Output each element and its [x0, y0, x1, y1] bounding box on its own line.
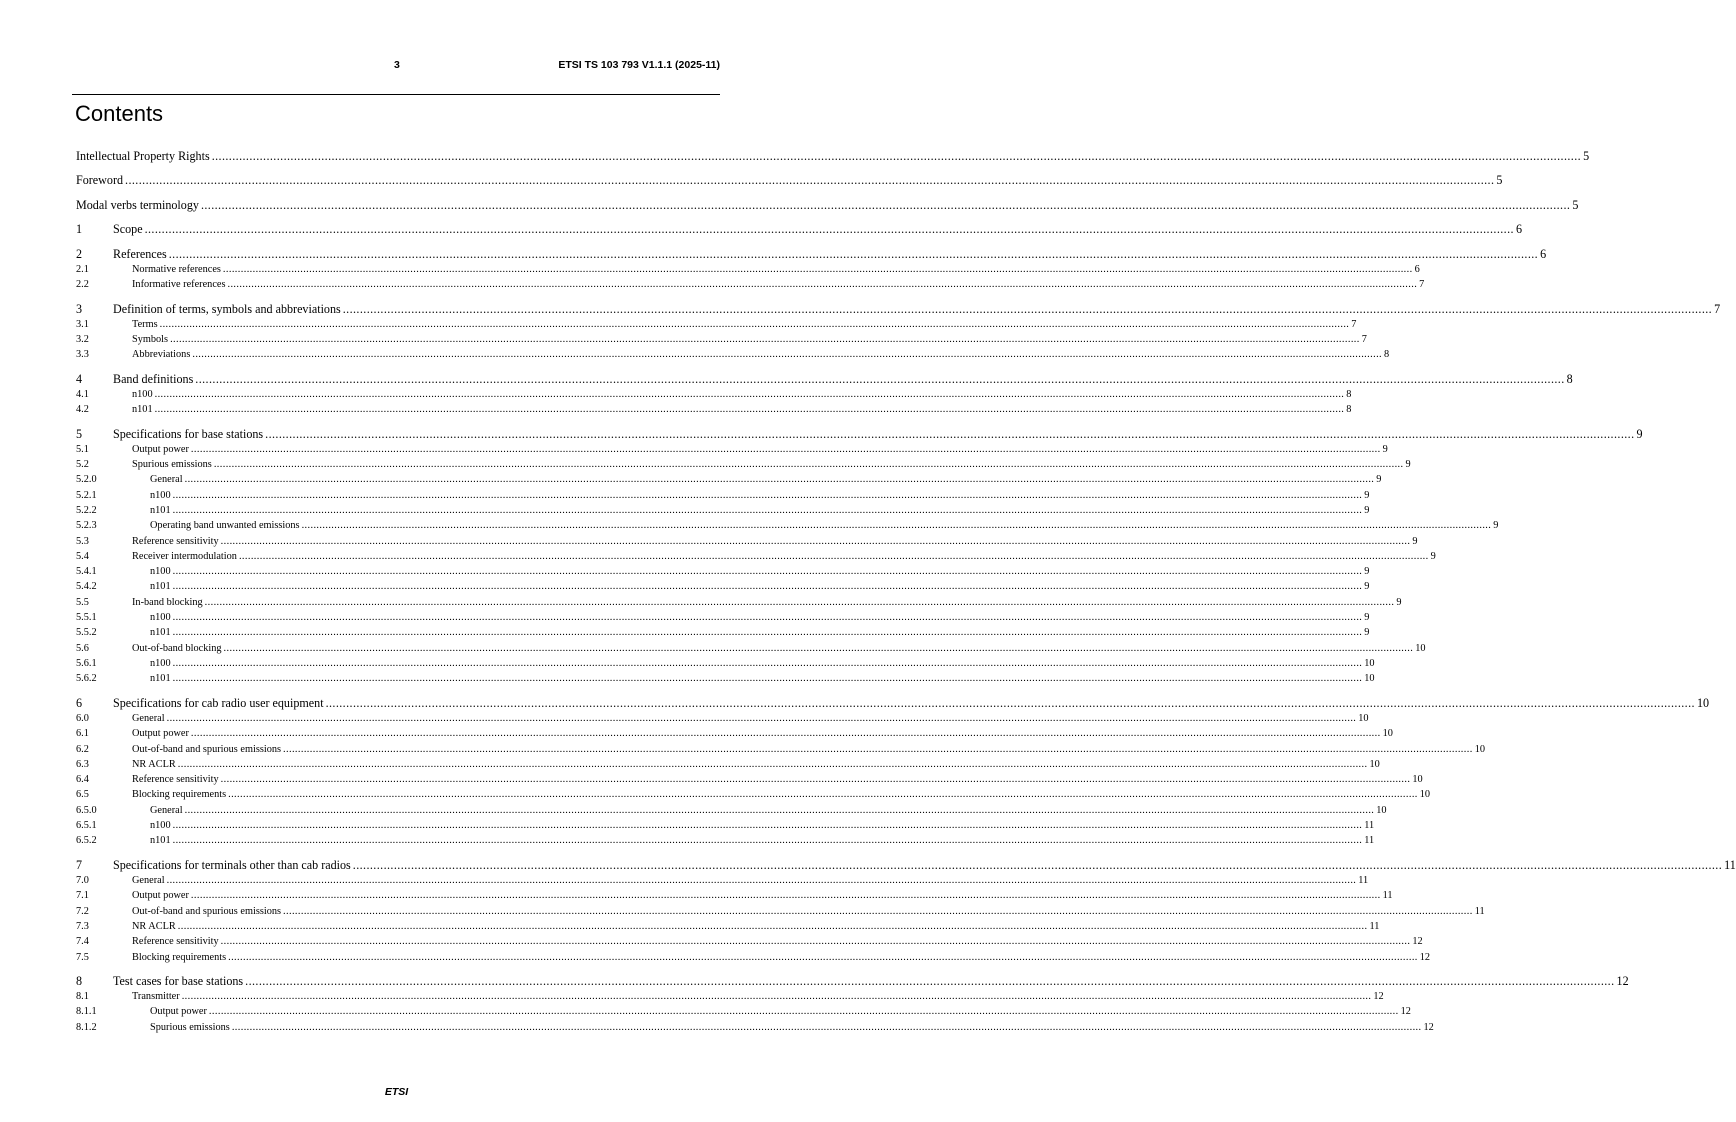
- toc-entry-title: Specifications for cab radio user equipment: [113, 695, 324, 710]
- toc-entry-page: 11: [1474, 904, 1485, 919]
- toc-entry[interactable]: [76, 301, 1721, 317]
- toc-entry[interactable]: [76, 457, 1411, 472]
- toc-dot-leader: ................................................................................................................................................................................................................................................................................................................................................................................................................: [223, 642, 1414, 654]
- toc-entry-number: 7.0: [76, 875, 89, 887]
- toc-entry-number: 7.4: [76, 936, 89, 948]
- toc-entry-number: 2.2: [76, 278, 89, 290]
- header-rule: [72, 94, 720, 95]
- toc-entry-number: 7: [76, 858, 83, 873]
- toc-entry-page: 9: [1395, 595, 1401, 610]
- toc-entry-number: 5.4.1: [76, 566, 97, 578]
- toc-dot-leader: ................................................................................................................................................................................................................................................................................................................................................................................................................: [228, 951, 1418, 963]
- toc-entry-number: 5.4.2: [76, 581, 97, 593]
- toc-entry-title: n100: [132, 387, 154, 402]
- toc-entry-title: Abbreviations: [132, 347, 191, 362]
- toc-entry[interactable]: [76, 656, 1375, 671]
- toc-entry-page: 10: [1411, 772, 1422, 787]
- toc-entry-title: Reference sensitivity: [132, 772, 220, 787]
- toc-dot-leader: ................................................................................................................................................................................................................................................................................................................................................................................................................: [144, 222, 1514, 237]
- toc-dot-leader: ................................................................................................................................................................................................................................................................................................................................................................................................................: [125, 173, 1495, 188]
- toc-dot-leader: ................................................................................................................................................................................................................................................................................................................................................................................................................: [211, 149, 1582, 163]
- toc-entry-page: 7: [1361, 332, 1367, 347]
- toc-entry[interactable]: [76, 625, 1370, 640]
- toc-entry[interactable]: [76, 934, 1423, 949]
- toc-dot-leader: ................................................................................................................................................................................................................................................................................................................................................................................................................: [172, 489, 1363, 501]
- toc-entry-title: References: [113, 246, 167, 261]
- toc-dot-leader: ................................................................................................................................................................................................................................................................................................................................................................................................................: [283, 743, 1473, 755]
- toc-entry[interactable]: [76, 610, 1370, 625]
- toc-entry[interactable]: [76, 671, 1375, 686]
- toc-entry-number: 5.6.2: [76, 673, 97, 685]
- toc-entry-number: 4.2: [76, 404, 89, 416]
- toc-entry[interactable]: [76, 818, 1375, 833]
- toc-entry-title: Receiver intermodulation: [132, 549, 238, 564]
- toc-entry-title: Output power: [132, 888, 190, 903]
- toc-entry-number: 3.1: [76, 318, 89, 330]
- toc-entry-title: Informative references: [132, 277, 226, 292]
- toc-dot-leader: ................................................................................................................................................................................................................................................................................................................................................................................................................: [184, 474, 1375, 486]
- toc-entry-number: 4: [76, 371, 83, 386]
- toc-entry-title: Modal verbs terminology: [76, 197, 199, 212]
- toc-dot-leader: ................................................................................................................................................................................................................................................................................................................................................................................................................: [159, 318, 1350, 330]
- toc-entry[interactable]: [76, 787, 1431, 802]
- toc-entry-title: Reference sensitivity: [132, 534, 220, 549]
- toc-entry-number: 3.3: [76, 349, 89, 361]
- toc-entry[interactable]: [76, 757, 1380, 772]
- toc-entry-title: Transmitter: [132, 989, 181, 1004]
- toc-entry-page: 10: [1419, 787, 1430, 802]
- toc-entry-number: 8.1.1: [76, 1006, 97, 1018]
- toc-entry-page: 12: [1616, 974, 1629, 989]
- toc-entry-page: 9: [1363, 503, 1369, 518]
- toc-entry-number: 8: [76, 974, 83, 989]
- toc-entry-title: Output power: [132, 442, 190, 457]
- toc-dot-leader: ................................................................................................................................................................................................................................................................................................................................................................................................................: [172, 566, 1363, 578]
- toc-dot-leader: ................................................................................................................................................................................................................................................................................................................................................................................................................: [181, 991, 1372, 1003]
- toc-entry-title: Output power: [150, 1004, 208, 1019]
- toc-entry-title: NR ACLR: [132, 919, 177, 934]
- toc-entry-number: 5.5.2: [76, 627, 97, 639]
- toc-entry-title: Spurious emissions: [150, 1020, 231, 1035]
- page-number: 3: [394, 59, 400, 71]
- toc-dot-leader: ................................................................................................................................................................................................................................................................................................................................................................................................................: [222, 263, 1413, 275]
- toc-entry-page: 12: [1372, 989, 1383, 1004]
- page-header: [76, 56, 720, 76]
- toc-dot-leader: ................................................................................................................................................................................................................................................................................................................................................................................................................: [208, 1006, 1399, 1018]
- toc-entry[interactable]: [76, 595, 1402, 610]
- toc-entry[interactable]: [76, 197, 1579, 213]
- toc-entry-page: 6: [1414, 262, 1420, 277]
- toc-dot-leader: ................................................................................................................................................................................................................................................................................................................................................................................................................: [190, 443, 1381, 455]
- toc-entry-number: 1: [76, 222, 83, 237]
- toc-dot-leader: ................................................................................................................................................................................................................................................................................................................................................................................................................: [166, 875, 1357, 887]
- toc-entry[interactable]: [76, 503, 1370, 518]
- toc-dot-leader: ................................................................................................................................................................................................................................................................................................................................................................................................................: [245, 974, 1615, 989]
- toc-entry-page: 11: [1363, 818, 1374, 833]
- toc-entry-number: 5.6: [76, 642, 89, 654]
- toc-entry-number: 5.5: [76, 596, 89, 608]
- toc-entry[interactable]: [76, 549, 1436, 564]
- toc-entry[interactable]: [76, 726, 1393, 741]
- toc-entry[interactable]: [76, 262, 1420, 277]
- toc-entry-page: 9: [1382, 442, 1388, 457]
- table-of-contents: [76, 148, 1736, 1035]
- toc-entry-number: 5.2.3: [76, 520, 97, 532]
- toc-entry-title: Intellectual Property Rights: [76, 149, 210, 163]
- toc-entry-title: Specifications for terminals other than cab radios: [113, 858, 351, 873]
- toc-entry[interactable]: [76, 989, 1384, 1004]
- toc-dot-leader: ................................................................................................................................................................................................................................................................................................................................................................................................................: [301, 520, 1492, 532]
- toc-entry[interactable]: [76, 772, 1423, 787]
- toc-entry-number: 6.3: [76, 758, 89, 770]
- toc-dot-leader: ................................................................................................................................................................................................................................................................................................................................................................................................................: [213, 459, 1404, 471]
- toc-entry-page: 11: [1368, 919, 1379, 934]
- toc-entry-page: 8: [1566, 371, 1573, 386]
- toc-entry-page: 9: [1363, 488, 1369, 503]
- toc-entry-page: 10: [1368, 757, 1379, 772]
- toc-dot-leader: ................................................................................................................................................................................................................................................................................................................................................................................................................: [195, 371, 1565, 386]
- toc-entry-number: 6.5.0: [76, 804, 97, 816]
- toc-entry-title: General: [132, 873, 166, 888]
- toc-entry-page: 7: [1350, 317, 1356, 332]
- toc-dot-leader: ................................................................................................................................................................................................................................................................................................................................................................................................................: [283, 905, 1473, 917]
- toc-dot-leader: ................................................................................................................................................................................................................................................................................................................................................................................................................: [220, 936, 1411, 948]
- toc-dot-leader: ................................................................................................................................................................................................................................................................................................................................................................................................................: [177, 920, 1368, 932]
- toc-entry-title: Specifications for base stations: [113, 426, 264, 441]
- toc-entry-page: 12: [1411, 934, 1422, 949]
- toc-entry-page: 9: [1363, 579, 1369, 594]
- toc-entry-number: 5.5.1: [76, 612, 97, 624]
- toc-entry-page: 11: [1724, 858, 1736, 873]
- toc-entry-page: 10: [1375, 803, 1386, 818]
- toc-entry[interactable]: [76, 888, 1393, 903]
- toc-entry-page: 10: [1382, 726, 1393, 741]
- toc-dot-leader: ................................................................................................................................................................................................................................................................................................................................................................................................................: [172, 581, 1363, 593]
- toc-entry-number: 5.3: [76, 535, 89, 547]
- toc-entry[interactable]: [76, 518, 1499, 533]
- toc-entry-page: 9: [1375, 472, 1381, 487]
- toc-dot-leader: ................................................................................................................................................................................................................................................................................................................................................................................................................: [172, 673, 1363, 685]
- toc-entry-title: Blocking requirements: [132, 787, 227, 802]
- toc-dot-leader: ................................................................................................................................................................................................................................................................................................................................................................................................................: [172, 612, 1363, 624]
- toc-entry-title: n100: [150, 818, 172, 833]
- page-title: Contents: [75, 101, 164, 126]
- toc-entry[interactable]: [76, 534, 1418, 549]
- toc-entry[interactable]: [76, 919, 1380, 934]
- toc-entry-title: n101: [150, 625, 172, 640]
- toc-entry-number: 6.0: [76, 712, 89, 724]
- toc-entry[interactable]: [76, 347, 1390, 362]
- toc-entry-title: Normative references: [132, 262, 222, 277]
- toc-entry-number: 7.1: [76, 890, 89, 902]
- toc-entry-page: 10: [1474, 742, 1485, 757]
- toc-entry-title: Definition of terms, symbols and abbreviations: [113, 301, 341, 316]
- toc-entry-title: Out-of-band blocking: [132, 641, 223, 656]
- document-id: ETSI TS 103 793 V1.1.1 (2025-11): [558, 59, 720, 71]
- toc-dot-leader: ................................................................................................................................................................................................................................................................................................................................................................................................................: [154, 388, 1345, 400]
- toc-entry-page: 11: [1382, 888, 1393, 903]
- toc-entry-page: 9: [1411, 534, 1417, 549]
- toc-dot-leader: ................................................................................................................................................................................................................................................................................................................................................................................................................: [190, 890, 1381, 902]
- toc-entry[interactable]: [76, 564, 1370, 579]
- toc-entry-title: General: [150, 472, 184, 487]
- toc-entry[interactable]: [76, 317, 1357, 332]
- toc-entry-title: General: [150, 803, 184, 818]
- toc-entry[interactable]: [76, 711, 1369, 726]
- toc-entry[interactable]: [76, 426, 1643, 442]
- toc-entry-number: 3: [76, 301, 83, 316]
- toc-entry-title: Blocking requirements: [132, 950, 227, 965]
- toc-dot-leader: ................................................................................................................................................................................................................................................................................................................................................................................................................: [154, 404, 1345, 416]
- toc-entry-number: 6.1: [76, 728, 89, 740]
- toc-dot-leader: ................................................................................................................................................................................................................................................................................................................................................................................................................: [227, 278, 1418, 290]
- toc-dot-leader: ................................................................................................................................................................................................................................................................................................................................................................................................................: [168, 246, 1539, 261]
- toc-dot-leader: ................................................................................................................................................................................................................................................................................................................................................................................................................: [325, 695, 1695, 710]
- toc-dot-leader: ................................................................................................................................................................................................................................................................................................................................................................................................................: [184, 804, 1375, 816]
- toc-entry[interactable]: [76, 148, 1590, 164]
- toc-entry-title: Spurious emissions: [132, 457, 213, 472]
- toc-entry[interactable]: [76, 695, 1710, 711]
- toc-entry-number: 4.1: [76, 388, 89, 400]
- toc-entry-title: n100: [150, 488, 172, 503]
- toc-entry-page: 12: [1400, 1004, 1411, 1019]
- toc-dot-leader: ................................................................................................................................................................................................................................................................................................................................................................................................................: [177, 758, 1368, 770]
- toc-dot-leader: ................................................................................................................................................................................................................................................................................................................................................................................................................: [342, 301, 1713, 316]
- toc-dot-leader: ................................................................................................................................................................................................................................................................................................................................................................................................................: [166, 712, 1357, 724]
- toc-entry[interactable]: [76, 1020, 1434, 1035]
- toc-entry[interactable]: [76, 904, 1485, 919]
- toc-entry-number: 6: [76, 695, 83, 710]
- toc-dot-leader: ................................................................................................................................................................................................................................................................................................................................................................................................................: [220, 535, 1411, 547]
- toc-entry-page: 6: [1540, 246, 1547, 261]
- toc-entry-page: 8: [1345, 402, 1351, 417]
- toc-entry[interactable]: [76, 803, 1387, 818]
- toc-entry-page: 12: [1419, 950, 1430, 965]
- toc-entry[interactable]: [76, 277, 1425, 292]
- toc-entry-number: 5.2.0: [76, 474, 97, 486]
- toc-dot-leader: ................................................................................................................................................................................................................................................................................................................................................................................................................: [172, 627, 1363, 639]
- toc-entry-page: 6: [1515, 222, 1522, 237]
- toc-entry-number: 7.5: [76, 951, 89, 963]
- toc-entry-number: 5: [76, 426, 83, 441]
- toc-entry-page: 10: [1414, 641, 1425, 656]
- toc-entry-number: 7.2: [76, 905, 89, 917]
- toc-dot-leader: ................................................................................................................................................................................................................................................................................................................................................................................................................: [172, 820, 1363, 832]
- toc-entry[interactable]: [76, 172, 1503, 188]
- toc-entry-title: General: [132, 711, 166, 726]
- toc-entry-number: 5.2.1: [76, 489, 97, 501]
- toc-entry-number: 5.4: [76, 550, 89, 562]
- toc-entry-number: 8.1: [76, 991, 89, 1003]
- toc-entry-number: 8.1.2: [76, 1021, 97, 1033]
- toc-entry-title: Terms: [132, 317, 159, 332]
- toc-entry[interactable]: [76, 246, 1547, 262]
- footer-logo-text: ETSI: [384, 1086, 409, 1098]
- toc-entry-page: 5: [1496, 173, 1503, 188]
- toc-entry-page: 9: [1363, 610, 1369, 625]
- toc-entry-page: 5: [1583, 149, 1590, 163]
- toc-entry-title: Reference sensitivity: [132, 934, 220, 949]
- toc-entry[interactable]: [76, 1004, 1411, 1019]
- toc-entry-title: Band definitions: [113, 371, 194, 386]
- toc-dot-leader: ................................................................................................................................................................................................................................................................................................................................................................................................................: [204, 596, 1395, 608]
- toc-entry-page: 10: [1696, 695, 1710, 710]
- toc-entry-title: Symbols: [132, 332, 169, 347]
- toc-entry-title: n101: [150, 671, 172, 686]
- toc-entry-number: 5.1: [76, 443, 89, 455]
- toc-dot-leader: ................................................................................................................................................................................................................................................................................................................................................................................................................: [238, 550, 1429, 562]
- toc-dot-leader: ................................................................................................................................................................................................................................................................................................................................................................................................................: [172, 505, 1363, 516]
- toc-entry-page: 10: [1363, 671, 1374, 686]
- toc-entry-title: Out-of-band and spurious emissions: [132, 742, 282, 757]
- toc-entry-title: n101: [150, 833, 172, 848]
- toc-entry-page: 10: [1363, 656, 1374, 671]
- toc-entry[interactable]: [76, 442, 1388, 457]
- toc-entry-page: 9: [1430, 549, 1436, 564]
- toc-entry-title: n100: [150, 656, 172, 671]
- toc-entry-page: 9: [1492, 518, 1498, 533]
- toc-dot-leader: ................................................................................................................................................................................................................................................................................................................................................................................................................: [265, 426, 1635, 441]
- toc-entry-page: 7: [1714, 301, 1721, 316]
- toc-entry-number: 5.2.2: [76, 505, 97, 516]
- toc-entry[interactable]: [76, 950, 1431, 965]
- toc-entry[interactable]: [76, 488, 1370, 503]
- toc-entry-page: 11: [1357, 873, 1368, 888]
- toc-dot-leader: ................................................................................................................................................................................................................................................................................................................................................................................................................: [200, 197, 1571, 212]
- toc-entry[interactable]: [76, 873, 1369, 888]
- toc-entry-number: 6.4: [76, 774, 89, 786]
- toc-entry[interactable]: [76, 973, 1629, 989]
- toc-entry[interactable]: [76, 221, 1522, 237]
- toc-dot-leader: ................................................................................................................................................................................................................................................................................................................................................................................................................: [231, 1021, 1422, 1033]
- toc-entry-title: n100: [150, 564, 172, 579]
- toc-entry-title: Out-of-band and spurious emissions: [132, 904, 282, 919]
- toc-dot-leader: ................................................................................................................................................................................................................................................................................................................................................................................................................: [170, 333, 1360, 345]
- toc-entry[interactable]: [76, 472, 1382, 487]
- toc-entry-title: Output power: [132, 726, 190, 741]
- toc-entry[interactable]: [76, 833, 1375, 848]
- toc-entry-page: 11: [1363, 833, 1374, 848]
- toc-dot-leader: ................................................................................................................................................................................................................................................................................................................................................................................................................: [220, 774, 1411, 786]
- toc-entry[interactable]: [76, 641, 1426, 656]
- toc-entry[interactable]: [76, 857, 1736, 873]
- toc-entry-title: Operating band unwanted emissions: [150, 518, 301, 533]
- toc-dot-leader: ................................................................................................................................................................................................................................................................................................................................................................................................................: [352, 858, 1723, 873]
- toc-entry-number: 6.5.2: [76, 835, 97, 847]
- toc-entry-number: 5.6.1: [76, 657, 97, 669]
- toc-entry-page: 8: [1383, 347, 1389, 362]
- toc-entry[interactable]: [76, 371, 1573, 387]
- toc-dot-leader: ................................................................................................................................................................................................................................................................................................................................................................................................................: [228, 789, 1418, 801]
- toc-entry-title: n101: [132, 402, 154, 417]
- toc-entry-number: 2: [76, 246, 83, 261]
- toc-entry-title: Foreword: [76, 173, 124, 188]
- toc-entry[interactable]: [76, 579, 1370, 594]
- toc-entry-number: 6.5: [76, 789, 89, 801]
- toc-entry-page: 7: [1418, 277, 1424, 292]
- toc-dot-leader: ................................................................................................................................................................................................................................................................................................................................................................................................................: [190, 728, 1381, 740]
- toc-entry-number: 3.2: [76, 333, 89, 345]
- toc-entry-page: 12: [1423, 1020, 1434, 1035]
- toc-entry-number: 2.1: [76, 263, 89, 275]
- toc-entry-number: 6.2: [76, 743, 89, 755]
- toc-entry-page: 8: [1345, 387, 1351, 402]
- toc-entry[interactable]: [76, 332, 1367, 347]
- toc-entry-title: n101: [150, 503, 172, 518]
- toc-entry-title: Scope: [113, 222, 143, 237]
- toc-entry[interactable]: [76, 387, 1352, 402]
- toc-entry-title: n100: [150, 610, 172, 625]
- toc-entry-title: Test cases for base stations: [113, 974, 244, 989]
- toc-entry-title: In-band blocking: [132, 595, 204, 610]
- toc-entry-page: 9: [1405, 457, 1411, 472]
- toc-entry-number: 5.2: [76, 459, 89, 471]
- toc-entry-number: 7.3: [76, 920, 89, 932]
- toc-entry-page: 10: [1357, 711, 1368, 726]
- toc-entry-title: NR ACLR: [132, 757, 177, 772]
- toc-dot-leader: ................................................................................................................................................................................................................................................................................................................................................................................................................: [172, 657, 1363, 669]
- toc-entry-page: 9: [1363, 625, 1369, 640]
- toc-dot-leader: ................................................................................................................................................................................................................................................................................................................................................................................................................: [192, 349, 1383, 361]
- toc-entry[interactable]: [76, 742, 1485, 757]
- toc-entry-page: 9: [1363, 564, 1369, 579]
- toc-dot-leader: ................................................................................................................................................................................................................................................................................................................................................................................................................: [172, 835, 1363, 847]
- toc-entry-number: 6.5.1: [76, 820, 97, 832]
- toc-entry[interactable]: [76, 402, 1352, 417]
- toc-entry-title: n101: [150, 579, 172, 594]
- toc-entry-page: 5: [1572, 197, 1579, 212]
- toc-entry-page: 9: [1636, 426, 1643, 441]
